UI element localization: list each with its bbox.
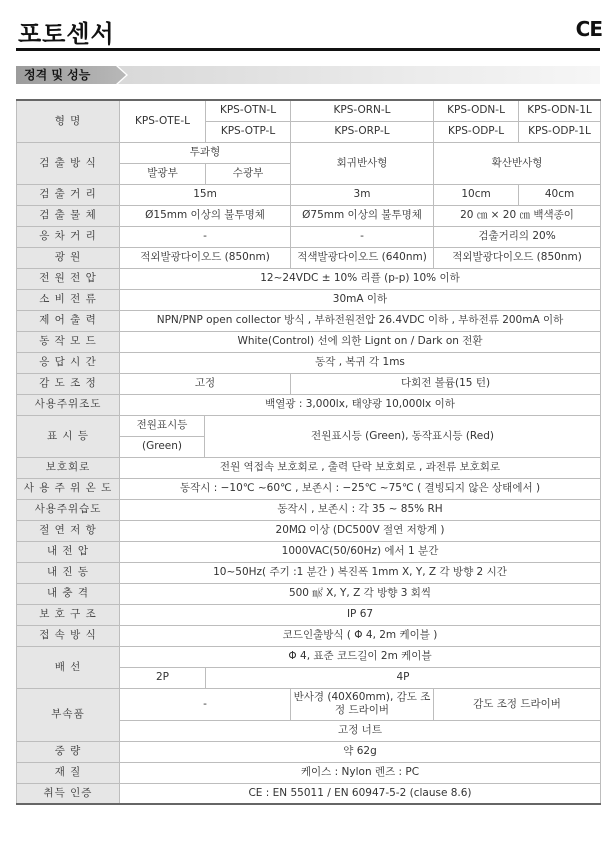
method-retro: 회귀반사형 bbox=[291, 142, 434, 184]
material-value: 케이스 : Nylon 렌즈 : PC bbox=[120, 762, 601, 783]
distance-retro: 3m bbox=[291, 184, 434, 205]
vibration-value: 10~50Hz( 주기 :1 분간 ) 복진폭 1mm X, Y, Z 각 방향 2 시간 bbox=[120, 562, 601, 583]
detection-object-label: 검 출 물 체 bbox=[17, 205, 120, 226]
accessories-common: 고정 너트 bbox=[120, 720, 601, 741]
row-control-output bbox=[17, 310, 601, 331]
light-source-label: 광 원 bbox=[17, 247, 120, 268]
row-hysteresis bbox=[17, 226, 601, 247]
indicator-value: 전원표시등 (Green), 동작표시등 (Red) bbox=[205, 415, 601, 457]
ambient-temp-value: 동작시 : −10℃ ~60℃ , 보존시 : −25℃ ~75℃ ( 결빙되지 않은 상태에서 ) bbox=[120, 478, 601, 499]
row-dielectric bbox=[17, 541, 601, 562]
ambient-temp-label: 사 용 주 위 온 도 bbox=[17, 478, 120, 499]
current-label: 소 비 전 류 bbox=[17, 289, 120, 310]
distance-diffuse-2: 40cm bbox=[519, 184, 601, 205]
wiring-value: Φ 4, 표준 코드길이 2m 케이블 bbox=[120, 646, 601, 667]
method-diffuse: 확산반사형 bbox=[434, 142, 601, 184]
section-title: 정격 및 성능 bbox=[24, 68, 91, 82]
indicator-power: 전원표시등 bbox=[120, 415, 205, 436]
response-time-value: 동작 , 복귀 각 1ms bbox=[120, 352, 601, 373]
method-through: 투과형 bbox=[120, 142, 291, 163]
row-model bbox=[17, 100, 601, 121]
row-ambient-humidity bbox=[17, 499, 601, 520]
ambient-light-label: 사용주위조도 bbox=[17, 394, 120, 415]
row-weight bbox=[17, 741, 601, 762]
spec-table bbox=[16, 99, 601, 805]
wiring-label: 배 선 bbox=[17, 646, 120, 688]
row-light-source bbox=[17, 247, 601, 268]
distance-diffuse-1: 10cm bbox=[434, 184, 519, 205]
connection-value: 코드인출방식 ( Φ 4, 2m 케이블 ) bbox=[120, 625, 601, 646]
object-through: Ø15mm 이상의 불투명체 bbox=[120, 205, 291, 226]
hysteresis-retro: - bbox=[291, 226, 434, 247]
supply-voltage-value: 12~24VDC ± 10% 리플 (p-p) 10% 이하 bbox=[120, 268, 601, 289]
protection-circuit-value: 전원 역접속 보호회로 , 출력 단락 보호회로 , 과전류 보호회로 bbox=[120, 457, 601, 478]
wiring-4p: 4P bbox=[206, 667, 601, 688]
row-ambient-temp bbox=[17, 478, 601, 499]
certification-label: 취득 인증 bbox=[17, 783, 120, 804]
row-operation-mode bbox=[17, 331, 601, 352]
row-indicator bbox=[17, 415, 601, 436]
object-retro: Ø75mm 이상의 불투명체 bbox=[291, 205, 434, 226]
row-certification bbox=[17, 783, 601, 804]
operation-mode-label: 동 작 모 드 bbox=[17, 331, 120, 352]
light-through: 적외발광다이오드 (850nm) bbox=[120, 247, 291, 268]
response-time-label: 응 답 시 간 bbox=[17, 352, 120, 373]
row-protection-circuit bbox=[17, 457, 601, 478]
current-value: 30mA 이하 bbox=[120, 289, 601, 310]
model-odn-1: KPS-ODN-1L bbox=[519, 100, 601, 121]
sensitivity-fixed: 고정 bbox=[120, 373, 291, 394]
protection-label: 보 호 구 조 bbox=[17, 604, 120, 625]
row-detection-object bbox=[17, 205, 601, 226]
weight-value: 약 62g bbox=[120, 741, 601, 762]
protection-circuit-label: 보호회로 bbox=[17, 457, 120, 478]
method-emitter: 발광부 bbox=[120, 163, 206, 184]
sensitivity-adjustable: 다회전 볼륨(15 턴) bbox=[291, 373, 601, 394]
protection-value: IP 67 bbox=[120, 604, 601, 625]
ambient-humidity-label: 사용주위습도 bbox=[17, 499, 120, 520]
control-output-label: 제 어 출 력 bbox=[17, 310, 120, 331]
title-divider bbox=[16, 48, 600, 51]
page-title: 포토센서 bbox=[18, 20, 115, 48]
shock-value: 500 ㎨ X, Y, Z 각 방향 3 회씩 bbox=[120, 583, 601, 604]
row-detection-method bbox=[17, 142, 601, 163]
model-orp: KPS-ORP-L bbox=[291, 121, 434, 142]
row-shock bbox=[17, 583, 601, 604]
model-odp: KPS-ODP-L bbox=[434, 121, 519, 142]
distance-through: 15m bbox=[120, 184, 291, 205]
ce-mark-icon: CE bbox=[575, 17, 602, 41]
method-receiver: 수광부 bbox=[206, 163, 291, 184]
accessories-retro: 반사경 (40X60mm), 감도 조정 드라이버 bbox=[291, 688, 434, 720]
sensitivity-label: 감 도 조 정 bbox=[17, 373, 120, 394]
hysteresis-through: - bbox=[120, 226, 291, 247]
accessories-through: - bbox=[120, 688, 291, 720]
row-accessories bbox=[17, 688, 601, 720]
hysteresis-diffuse: 검출거리의 20% bbox=[434, 226, 601, 247]
section-banner bbox=[16, 66, 600, 84]
row-current bbox=[17, 289, 601, 310]
accessories-label: 부속품 bbox=[17, 688, 120, 741]
row-protection bbox=[17, 604, 601, 625]
light-diffuse: 적외발광다이오드 (850nm) bbox=[434, 247, 601, 268]
wiring-2p: 2P bbox=[120, 667, 206, 688]
model-odp-1: KPS-ODP-1L bbox=[519, 121, 601, 142]
indicator-label: 표 시 등 bbox=[17, 415, 120, 457]
row-material bbox=[17, 762, 601, 783]
detection-method-label: 검 출 방 식 bbox=[17, 142, 120, 184]
model-orn: KPS-ORN-L bbox=[291, 100, 434, 121]
row-detection-distance bbox=[17, 184, 601, 205]
row-response-time bbox=[17, 352, 601, 373]
ambient-humidity-value: 동작시 , 보존시 : 각 35 ~ 85% RH bbox=[120, 499, 601, 520]
row-vibration bbox=[17, 562, 601, 583]
row-insulation bbox=[17, 520, 601, 541]
supply-voltage-label: 전 원 전 압 bbox=[17, 268, 120, 289]
row-wiring bbox=[17, 646, 601, 667]
material-label: 재 질 bbox=[17, 762, 120, 783]
insulation-value: 20MΩ 이상 (DC500V 절연 저항계 ) bbox=[120, 520, 601, 541]
operation-mode-value: White(Control) 선에 의한 Lignt on / Dark on 전환 bbox=[120, 331, 601, 352]
weight-label: 중 량 bbox=[17, 741, 120, 762]
insulation-label: 절 연 저 항 bbox=[17, 520, 120, 541]
model-otn: KPS-OTN-L bbox=[206, 100, 291, 121]
row-ambient-light bbox=[17, 394, 601, 415]
light-retro: 적색발광다이오드 (640nm) bbox=[291, 247, 434, 268]
dielectric-value: 1000VAC(50/60Hz) 에서 1 분간 bbox=[120, 541, 601, 562]
object-diffuse: 20 ㎝ × 20 ㎝ 백색종이 bbox=[434, 205, 601, 226]
control-output-value: NPN/PNP open collector 방식 , 부하전원전압 26.4VDC 이하 , 부하전류 200mA 이하 bbox=[120, 310, 601, 331]
dielectric-label: 내 전 압 bbox=[17, 541, 120, 562]
row-supply-voltage bbox=[17, 268, 601, 289]
accessories-diffuse: 감도 조정 드라이버 bbox=[434, 688, 601, 720]
row-connection bbox=[17, 625, 601, 646]
model-label: 형 명 bbox=[17, 100, 120, 142]
row-sensitivity bbox=[17, 373, 601, 394]
vibration-label: 내 진 동 bbox=[17, 562, 120, 583]
model-ote: KPS-OTE-L bbox=[120, 100, 206, 142]
model-otp: KPS-OTP-L bbox=[206, 121, 291, 142]
detection-distance-label: 검 출 거 리 bbox=[17, 184, 120, 205]
model-odn: KPS-ODN-L bbox=[434, 100, 519, 121]
shock-label: 내 충 격 bbox=[17, 583, 120, 604]
ambient-light-value: 백열광 : 3,000lx, 태양광 10,000lx 이하 bbox=[120, 394, 601, 415]
certification-value: CE : EN 55011 / EN 60947-5-2 (clause 8.6) bbox=[120, 783, 601, 804]
indicator-green: (Green) bbox=[120, 436, 205, 457]
connection-label: 접 속 방 식 bbox=[17, 625, 120, 646]
hysteresis-label: 응 차 거 리 bbox=[17, 226, 120, 247]
